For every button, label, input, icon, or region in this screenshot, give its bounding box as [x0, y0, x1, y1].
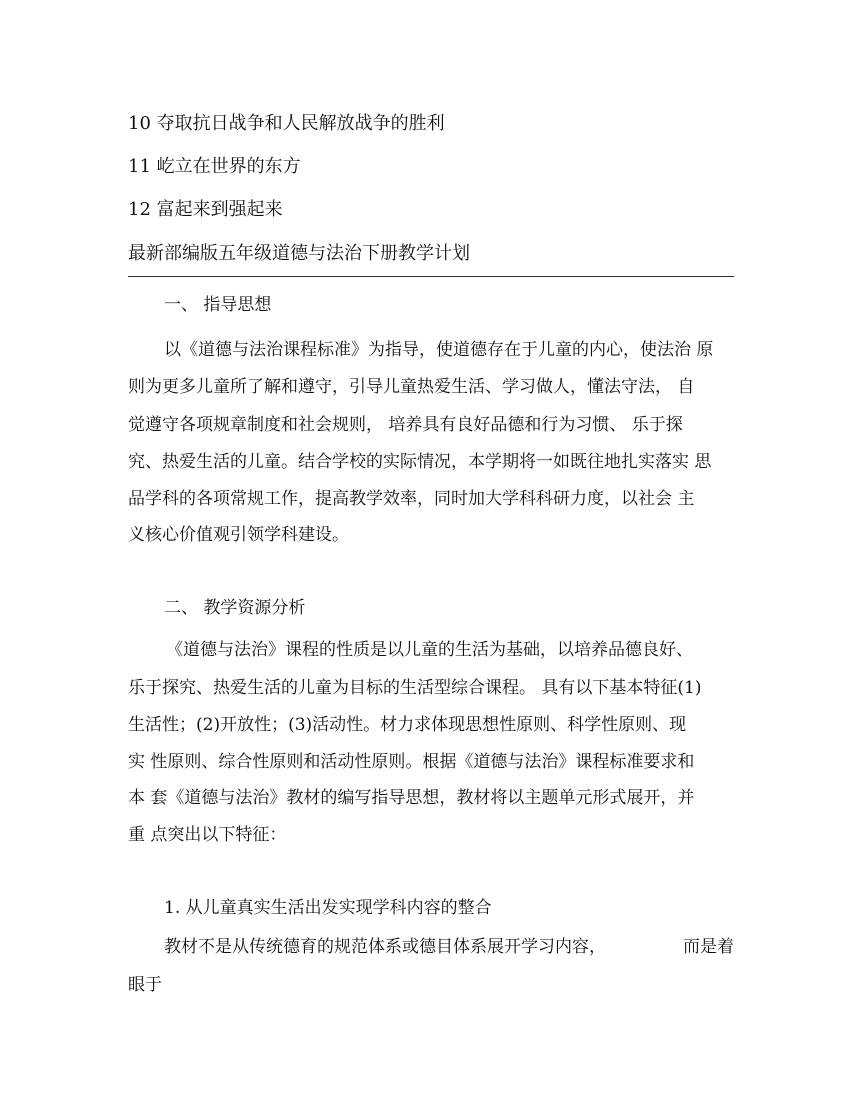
section1-paragraph-line: 究、热爱生活的儿童。结合学校的实际情况，本学期将一如既往地扎实落实 思 [128, 452, 712, 472]
title-divider [128, 276, 734, 277]
section2-paragraph-line: 《道德与法治》课程的性质是以儿童的生活为基础，以培养品德良好、 [166, 640, 693, 660]
document-title: 最新部编版五年级道德与法治下册教学计划 [128, 243, 470, 264]
toc-item-12: 12 富起来到强起来 [128, 199, 283, 220]
section2-paragraph-line: 重 点突出以下特征： [128, 825, 287, 845]
subsection1-heading: 1. 从儿童真实生活出发实现学科内容的整合 [164, 898, 492, 918]
section1-paragraph-line: 则为更多儿童所了解和遵守，引导儿童热爱生活、学习做人，懂法守法， 自 [128, 377, 695, 397]
section1-heading: 一、 指导思想 [164, 295, 272, 315]
toc-item-11: 11 屹立在世界的东方 [128, 156, 301, 177]
section1-paragraph-line: 义核心价值观引领学科建设。 [128, 525, 349, 545]
section2-heading: 二、 教学资源分析 [164, 598, 306, 618]
subsection1-paragraph-line: 眼于 [128, 975, 162, 995]
subsection1-line1-right: 而是着 [683, 937, 734, 957]
section2-paragraph-line: 生活性；(2)开放性；(3)活动性。材力求体现思想性原则、科学性原则、现 [128, 715, 687, 735]
subsection1-line1-left: 教材不是从传统德育的规范体系或德目体系展开学习内容， [164, 937, 606, 957]
section1-paragraph-line: 品学科的各项常规工作，提高教学效率，同时加大学科科研力度，以社会 主 [128, 489, 695, 509]
section1-paragraph-line: 以《道德与法治课程标准》为指导，使道德存在于儿童的内心，使法治 原 [164, 340, 714, 360]
subsection1-paragraph-line [128, 936, 734, 958]
toc-item-10: 10 夺取抗日战争和人民解放战争的胜利 [128, 113, 445, 134]
section1-paragraph-line: 觉遵守各项规章制度和社会规则， 培养具有良好品德和行为习惯、 乐于探 [128, 415, 683, 435]
section2-paragraph-line: 实 性原则、综合性原则和活动性原则。根据《道德与法治》课程标准要求和 [128, 752, 695, 772]
section2-paragraph-line: 乐于探究、热爱生活的儿童为目标的生活型综合课程。 具有以下基本特征(1) [128, 678, 702, 698]
section2-paragraph-line: 本 套《道德与法治》教材的编写指导思想，教材将以主题单元形式展开，并 [128, 788, 695, 808]
